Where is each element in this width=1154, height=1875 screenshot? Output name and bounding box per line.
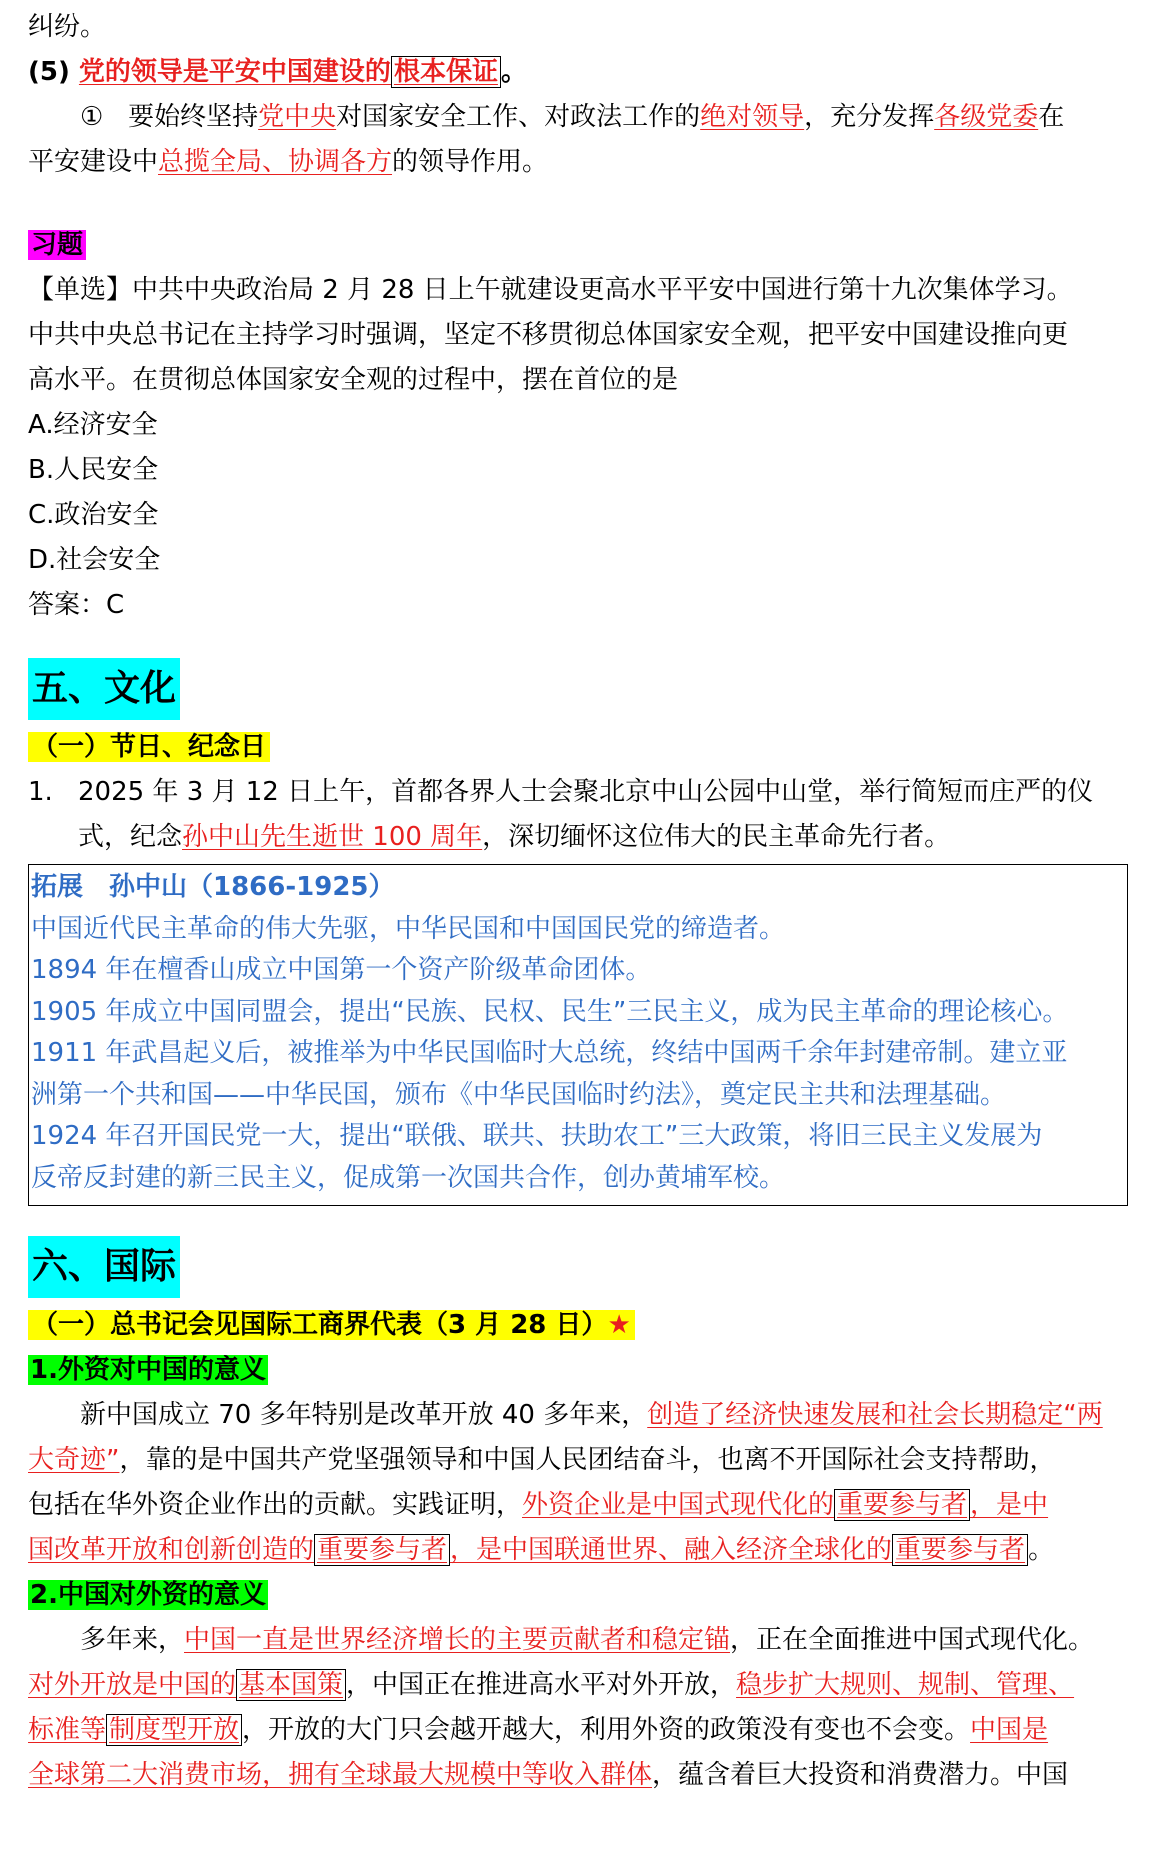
para2-line4 [28,1753,1133,1798]
continuation-text: 纠纷。 [28,12,107,42]
para1-line1 [28,1393,1133,1438]
sub1-text-i: 总揽全局、协调各方 [158,147,393,177]
para2-text-g: 稳步扩大规则、规制、管理、 [736,1670,1075,1700]
para1-text-b: 创造了经济快速发展和社会长期稳定“两 [647,1400,1103,1430]
para2-text-k: 中国是 [970,1715,1049,1745]
para1-text-e: 包括在华外资企业作出的贡献。实践证明， [28,1490,523,1520]
extension-box-line: 1905 年成立中国同盟会，提出“民族、民权、民生”三民主义，成为民主革命的理论核心。 [31,996,1069,1027]
option-b: B.人民安全 [28,455,159,485]
culture-sub-heading-row [28,725,1133,770]
para1-text-i: 国改革开放和创新创造的 [28,1535,315,1565]
para1-text-k: ，是中国联通世界、融入经济全球化的 [450,1535,893,1565]
para1-line2 [28,1438,1133,1483]
culture-item-1-number: 1. [28,777,53,807]
para1-text-m: 。 [1028,1535,1055,1565]
sec2-heading: 2.中国对外资的意义 [30,1580,266,1610]
international-sub-heading [28,1310,635,1340]
para1-key-3: 重要参与者 [892,1534,1028,1566]
question-line-1: 【单选】中共中央政治局 2 月 28 日上午就建设更高水平平安中国进行第十九次集体学习。 [28,275,1073,305]
sub1-text-j: 的领导作用。 [392,147,549,177]
para2-text-d: 对外开放是中国的 [28,1670,237,1700]
item5-sub1-line2 [28,140,1133,185]
option-d: D.社会安全 [28,545,161,575]
para1-key-2: 重要参与者 [314,1534,450,1566]
para2-line1 [28,1618,1133,1663]
culture-item-1-highlight: 孙中山先生逝世 100 周年 [182,822,483,852]
sub1-text-e: ，充分发挥 [804,102,935,132]
culture-sub-heading: （一）节日、纪念日 [28,732,270,762]
exercise-heading-row [28,223,1133,268]
para2-text-l: 全球第二大消费市场，拥有全球最大规模中等收入群体 [28,1760,653,1790]
para1-text-h: ，是中 [970,1490,1049,1520]
extension-box-line: 中国近代民主革命的伟大先驱，中华民国和中国国民党的缔造者。 [31,913,786,944]
answer: 答案：C [28,590,125,620]
option-a: A.经济安全 [28,410,158,440]
sub1-text-c: 对国家安全工作、对政法工作的 [336,102,701,132]
sub1-number: ① [80,102,104,132]
sec1-heading: 1.外资对中国的意义 [30,1355,266,1385]
extension-box-title: 拓展 孙中山（1866-1925） [31,872,395,902]
option-c: C.政治安全 [28,500,159,530]
para2-text-m: ，蕴含着巨大投资和消费潜力。中国 [652,1760,1069,1790]
culture-heading-row [28,658,1133,725]
document-page [28,0,1133,1798]
sec2-heading-row [28,1573,1133,1618]
sub1-text-g: 在 [1038,102,1065,132]
extension-box-line: 1924 年召开国民党一大，提出“联俄、联共、扶助农工”三大政策，将旧三民主义发展为 [31,1121,1043,1151]
sub1-text-h: 平安建设中 [28,147,159,177]
extension-box-line: 反帝反封建的新三民主义，促成第一次国共合作，创办黄埔军校。 [31,1162,786,1193]
para2-text-b: 中国一直是世界经济增长的主要贡献者和稳定锚 [184,1625,731,1655]
sub1-text-f: 各级党委 [934,102,1039,132]
item5-heading [28,50,1133,95]
para2-text-f: ，中国正在推进高水平对外开放， [346,1670,737,1700]
para2-text-h: 标准等 [28,1715,107,1745]
para2-line2 [28,1663,1133,1708]
extension-box-line: 洲第一个共和国——中华民国，颁布《中华民国临时约法》，奠定民主共和法理基础。 [31,1079,1007,1110]
sub1-text-d: 绝对领导 [700,102,805,132]
item5-label: (5) [28,57,70,87]
para1-text-d: ，靠的是中国共产党坚强领导和中国人民团结奋斗，也离不开国际社会支持帮助， [119,1445,1056,1475]
star-icon: ★ [607,1310,631,1340]
culture-item-1-text-c: ，深切缅怀这位伟大的民主革命先行者。 [482,822,951,852]
question-line-2: 中共中央总书记在主持学习时强调，坚定不移贯彻总体国家安全观，把平安中国建设推向更 [28,320,1069,350]
para1-line4 [28,1528,1133,1573]
para1-text-f: 外资企业是中国式现代化的 [522,1490,835,1520]
culture-item-1 [28,770,1133,860]
para2-text-j: ，开放的大门只会越开越大，利用外资的政策没有变也不会变。 [242,1715,971,1745]
item5-end: 。 [500,57,527,87]
item5-title: 党的领导是平安中国建设的 [78,57,391,87]
international-sub-heading-row [28,1303,1133,1348]
sec1-heading-row [28,1348,1133,1393]
para1-text-a: 新中国成立 70 多年特别是改革开放 40 多年来， [80,1400,648,1430]
para2-key-1: 基本国策 [236,1669,346,1701]
para2-text-c: ，正在全面推进中国式现代化。 [730,1625,1095,1655]
question-line-3: 高水平。在贯彻总体国家安全观的过程中，摆在首位的是 [28,365,679,395]
sub1-text-b: 党中央 [258,102,337,132]
item5-key: 根本保证 [391,56,501,88]
international-sub-heading-text: （一）总书记会见国际工商界代表（3 月 28 日） [32,1310,608,1340]
extension-box-line: 1894 年在檀香山成立中国第一个资产阶级革命团体。 [31,955,652,985]
culture-item-1-line2 [78,815,1133,860]
para2-text-a: 多年来， [80,1625,185,1655]
international-heading: 六、国际 [28,1236,180,1298]
sun-yatsen-extension-box [28,864,1128,1206]
international-heading-row [28,1236,1133,1303]
para1-key-1: 重要参与者 [834,1489,970,1521]
culture-item-1-line1: 2025 年 3 月 12 日上午，首都各界人士会聚北京中山公园中山堂，举行简短而庄严的仪 [78,777,1094,807]
sub1-text-a: 要始终坚持 [128,102,259,132]
item5-sub1-line1 [28,95,1133,140]
extension-box-line: 1911 年武昌起义后，被推举为中华民国临时大总统，终结中国两千余年封建帝制。建立亚 [31,1038,1068,1068]
para1-line3 [28,1483,1133,1528]
para1-text-c: 大奇迹” [28,1445,120,1475]
para2-line3 [28,1708,1133,1753]
culture-item-1-text-a: 式，纪念 [78,822,183,852]
culture-heading: 五、文化 [28,658,180,720]
para2-key-2: 制度型开放 [106,1714,242,1746]
exercise-heading: 习题 [28,230,86,260]
